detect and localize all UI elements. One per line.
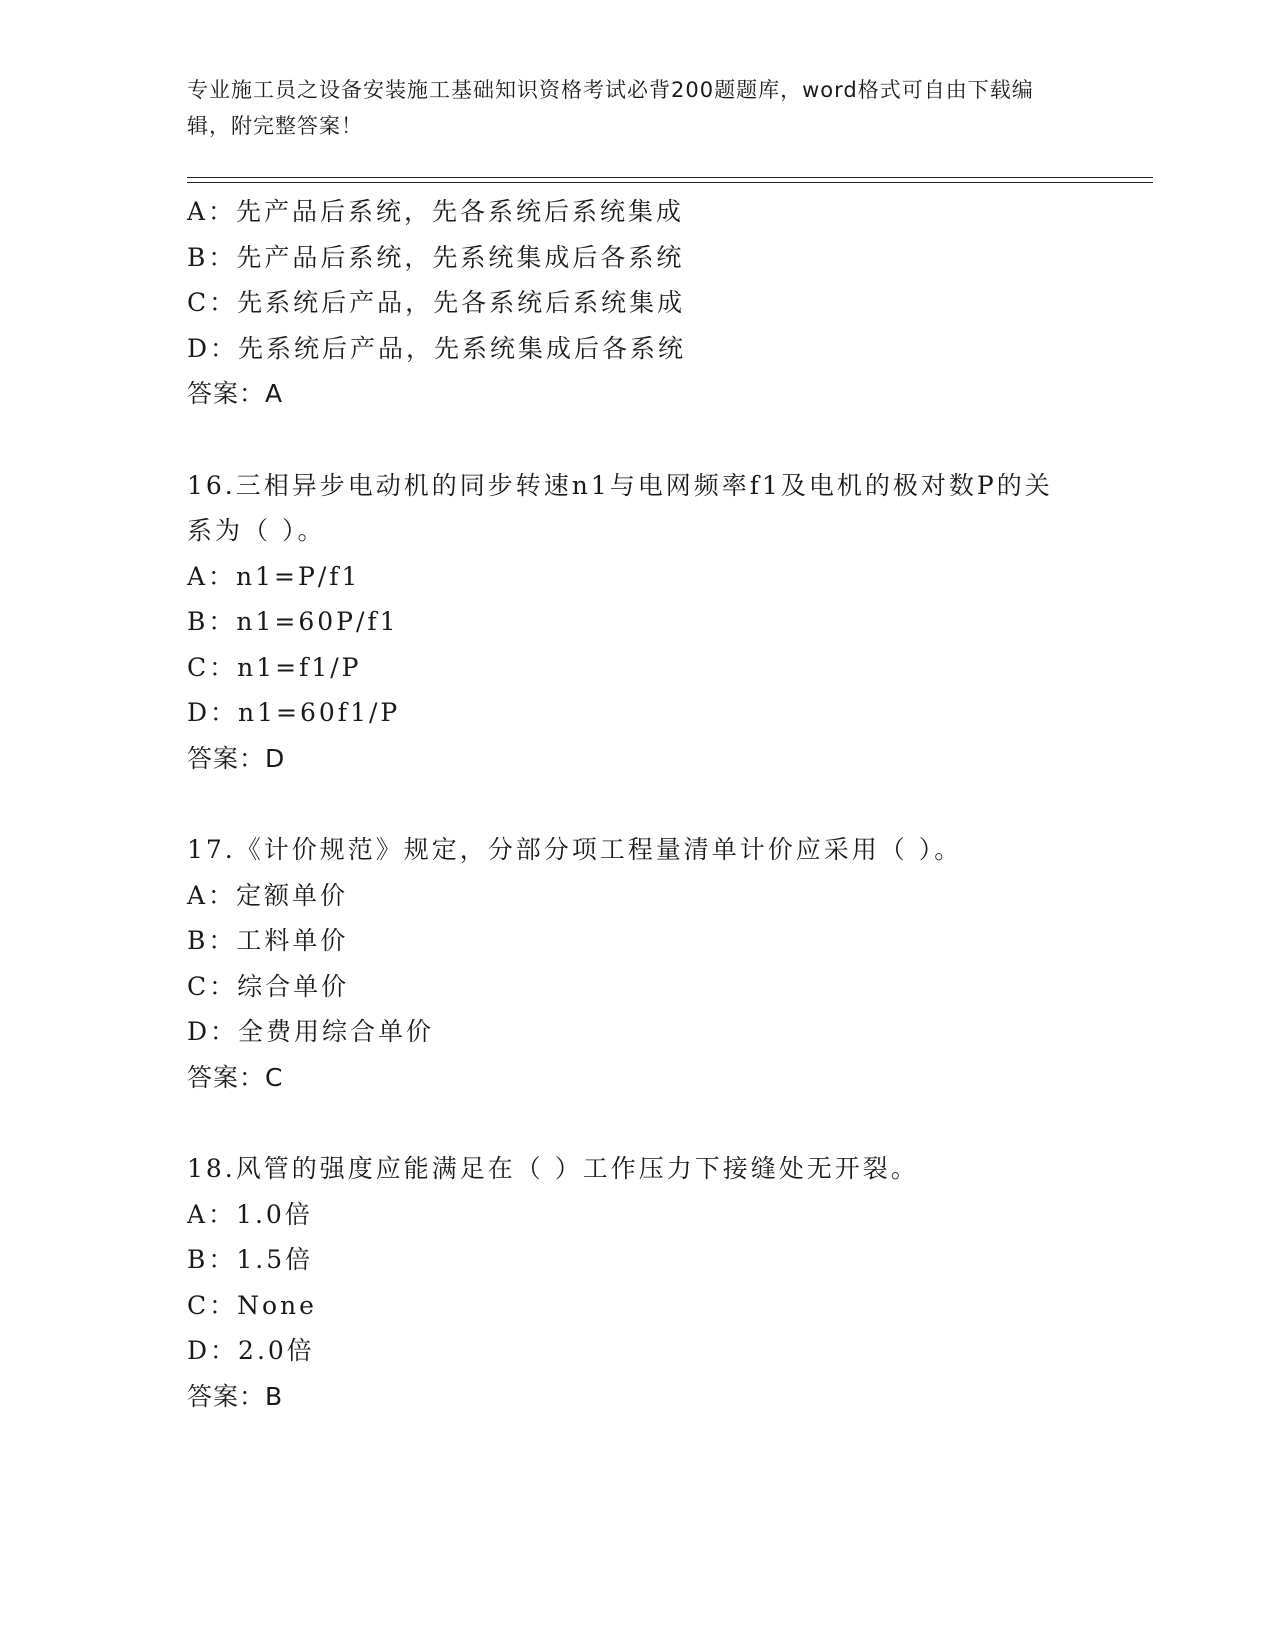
answer: 答案：D <box>187 743 286 773</box>
answer: 答案：C <box>187 1062 284 1092</box>
document-header: 专业施工员之设备安装施工基础知识资格考试必背200题题库，word格式可自由下载编辑，附完整答案！ <box>187 78 1034 138</box>
spacer <box>187 417 1153 463</box>
option-d: D：2.0倍 <box>187 1336 315 1365</box>
option-a: A：定额单价 <box>187 880 349 910</box>
option-c: C：综合单价 <box>187 971 350 1001</box>
question-17 <box>187 827 1153 1100</box>
option-b: B：先产品后系统，先系统集成后各系统 <box>187 242 685 272</box>
option-b: B：1.5倍 <box>187 1245 314 1274</box>
option-b: B：工料单价 <box>187 926 349 955</box>
header-rule-bottom <box>187 182 1153 183</box>
question-stem: 16.三相异步电动机的同步转速n1与电网频率f1及电机的极对数P的关系为（ ）。 <box>187 470 1053 545</box>
answer: 答案：B <box>187 1381 284 1411</box>
option-a: A：1.0倍 <box>187 1199 313 1229</box>
option-d: D：先系统后产品，先系统集成后各系统 <box>187 333 687 363</box>
spacer <box>187 1100 1153 1146</box>
spacer <box>187 781 1153 827</box>
option-d: D：n1=60f1/P <box>187 698 401 727</box>
question-18 <box>187 1146 1153 1419</box>
option-a: A：先产品后系统，先各系统后系统集成 <box>187 197 685 226</box>
option-d: D：全费用综合单价 <box>187 1017 435 1046</box>
option-b: B：n1=60P/f1 <box>187 607 399 636</box>
option-c: C：None <box>187 1290 317 1320</box>
answer: 答案：A <box>187 379 284 408</box>
question-list <box>187 189 1153 1419</box>
option-c: C：先系统后产品，先各系统后系统集成 <box>187 288 686 317</box>
question-15 <box>187 189 1153 417</box>
question-16 <box>187 463 1153 782</box>
question-stem: 17.《计价规范》规定，分部分项工程量清单计价应采用（ ）。 <box>187 835 963 864</box>
header-rule-top <box>187 177 1153 178</box>
option-a: A：n1=P/f1 <box>187 561 361 591</box>
question-stem: 18.风管的强度应能满足在（ ）工作压力下接缝处无开裂。 <box>187 1154 919 1183</box>
option-c: C：n1=f1/P <box>187 652 362 682</box>
